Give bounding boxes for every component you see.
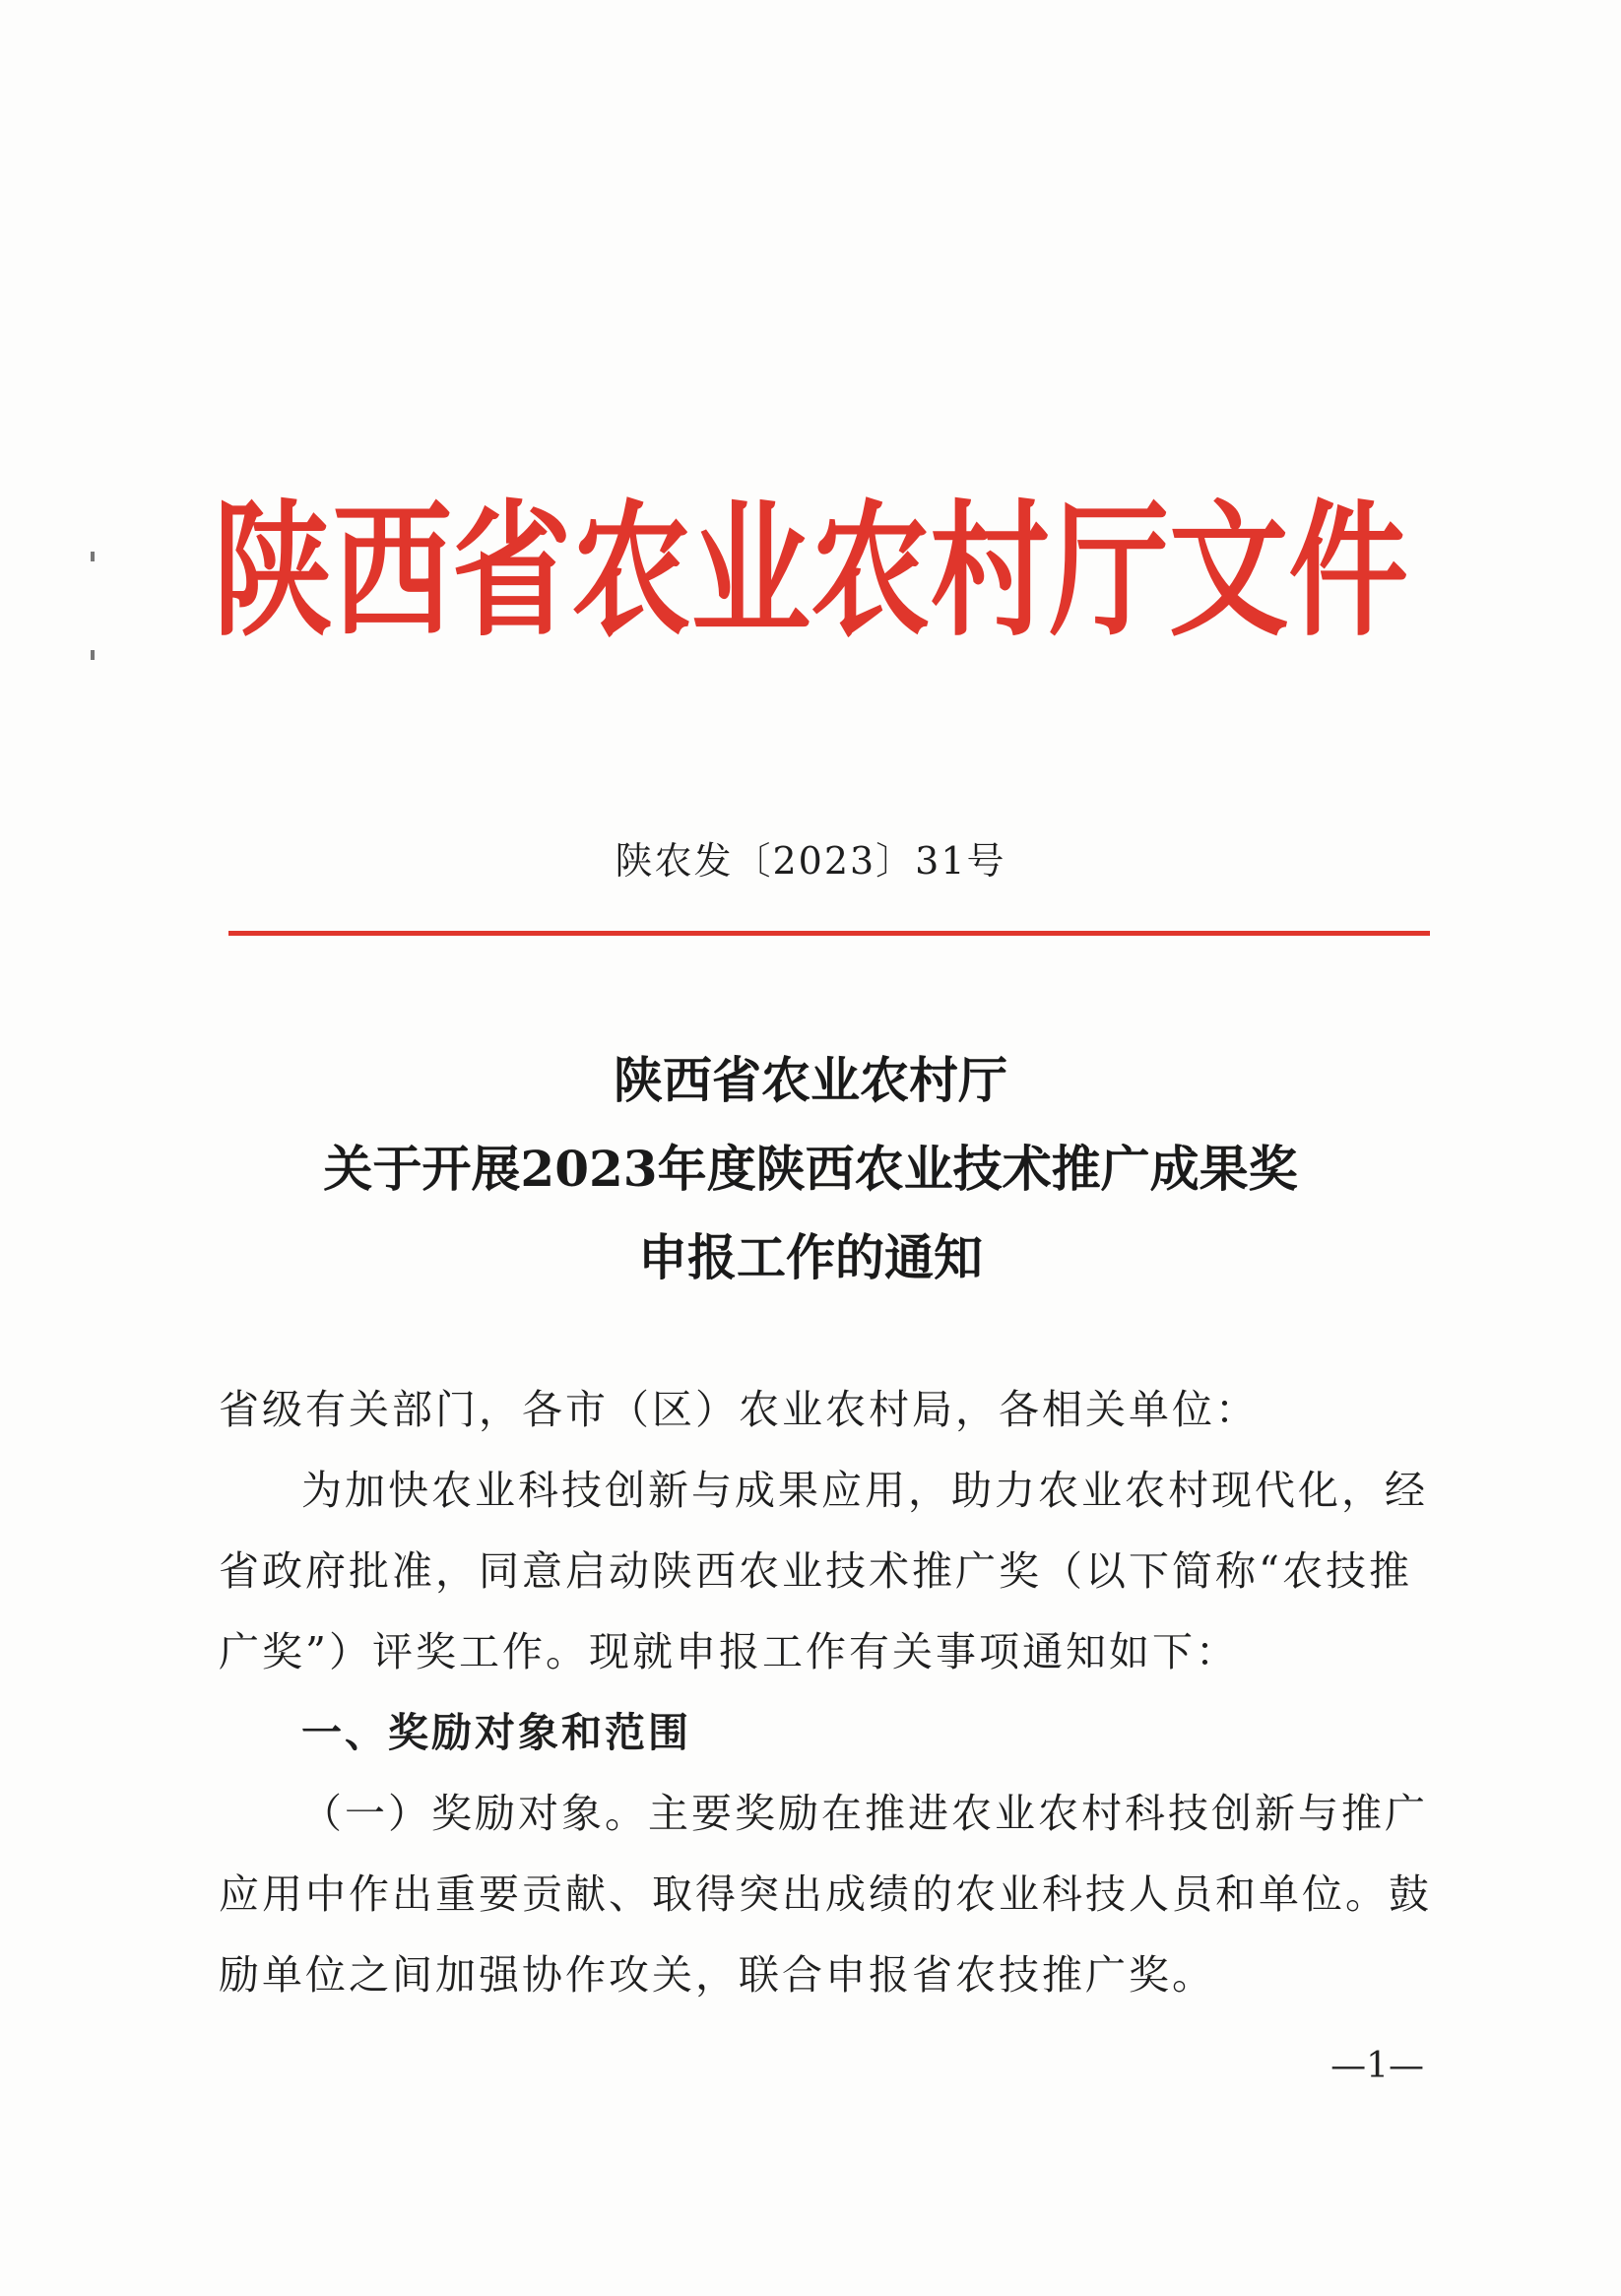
scan-edge-mark [91,650,95,660]
intro-line-2: 省政府批准，同意启动陕西农业技术推广奖（以下简称“农技推 [219,1547,1412,1595]
title-line-3: 申报工作的通知 [638,1228,983,1286]
document-body [219,1369,1432,2015]
red-separator-line [228,931,1430,936]
page-number: —1— [1330,2046,1424,2086]
section-1-item-1-line-3: 励单位之间加强协作攻关，联合申报省农技推广奖。 [219,1951,1215,1999]
title-line-2: 关于开展2023年度陕西农业技术推广成果奖 [323,1140,1298,1198]
document-title [0,1036,1621,1302]
red-header-title: 陕西省农业农村厅文件 [213,485,1408,656]
section-1-item-1-line-2: 应用中作出重要贡献、取得突出成绩的农业科技人员和单位。鼓 [219,1870,1432,1918]
section-1-heading: 一、奖励对象和范围 [301,1709,691,1756]
scan-edge-mark [91,552,95,561]
document-number: 陕农发〔2023〕31号 [615,839,1006,883]
title-line-1: 陕西省农业农村厅 [614,1051,1007,1109]
intro-line-3: 广奖”）评奖工作。现就申报工作有关事项通知如下： [219,1628,1239,1675]
intro-line-1: 为加快农业科技创新与成果应用，助力农业农村现代化，经 [301,1467,1428,1514]
salutation: 省级有关部门，各市（区）农业农村局，各相关单位： [219,1386,1259,1433]
section-1-item-1-line-1: （一）奖励对象。主要奖励在推进农业农村科技创新与推广 [301,1790,1428,1837]
